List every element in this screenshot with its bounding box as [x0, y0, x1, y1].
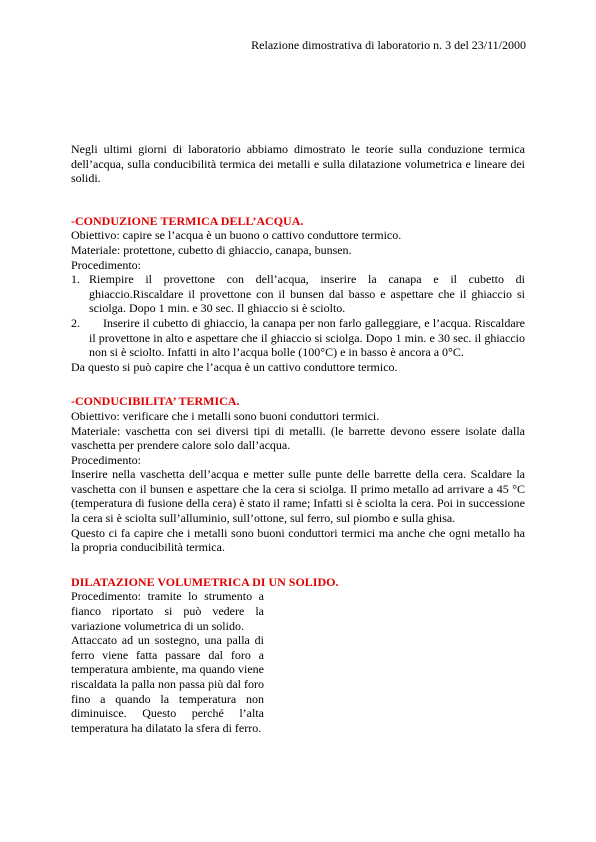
objective-text: Obiettivo: capire se l’acqua è un buono o cattivo conduttore termico.: [71, 228, 402, 243]
section-heading: -CONDUCIBILITA’ TERMICA.: [71, 394, 240, 409]
document-body: [71, 142, 525, 735]
list-item-text: Inserire il cubetto di ghiaccio, la canapa per non farlo galleggiare, e l’acqua. Riscaldare il provettone in alto e aspettare che il ghiaccio si sciolga. Dopo 1 min. e 30 sec. il ghiaccio non si è sciolto. Infatti in alto l’acqua bolle (100°C) e in basso è ancora a 0°C.: [89, 315, 525, 360]
section-dilatazione-volumetrica: [71, 575, 525, 736]
materials-text: Materiale: vaschetta con sei diversi tipi di metalli. (le barrette devono essere isolate dalla vaschetta per prendere calore solo dall’acqua.: [71, 423, 525, 453]
section-heading: -CONDUZIONE TERMICA DELL’ACQUA.: [71, 213, 304, 228]
list-item-number: 2.: [71, 315, 80, 330]
section-heading: DILATAZIONE VOLUMETRICA DI UN SOLIDO.: [71, 574, 339, 589]
objective-text: Obiettivo: verificare che i metalli sono buoni conduttori termici.: [71, 408, 380, 423]
page-header-title: Relazione dimostrativa di laboratorio n. 3 del 23/11/2000: [251, 38, 526, 52]
section-conducibilita-termica: [71, 394, 525, 555]
conclusion-text: Da questo si può capire che l’acqua è un cattivo conduttore termico.: [71, 359, 398, 374]
conclusion-text: Questo ci fa capire che i metalli sono buoni conduttori termici ma anche che ogni metallo ha la propria conducibilità termica.: [71, 525, 525, 555]
procedure-text: Inserire nella vaschetta dell’acqua e metter sulle punte delle barrette della cera. Scaldare la vaschetta con il bunsen e aspettare che la cera si sciolga. Il primo metallo ad arrivare a 45 °C (temperatura di fusione della cera) è stato il rame; Infatti si è sciolta la cera. Poi in successione la cera si è sciolta sull’alluminio, sull’ottone, sul ferro, sul piombo e sulla ghisa.: [71, 467, 525, 526]
list-item: [71, 316, 525, 360]
procedure-steps-list: [71, 272, 525, 360]
list-item-text: Riempire il provettone con dell’acqua, inserire la canapa e il cubetto di ghiaccio.Riscaldare il provettone con il bunsen dal basso e aspettare che il ghiaccio si sciolga. Dopo 1 min. e 30 sec. Il ghiaccio si è sciolto.: [89, 272, 525, 316]
list-item-number: 1.: [71, 272, 80, 287]
explanation-text: Attaccato ad un sostegno, una palla di ferro viene fatta passare dal foro a temperatura ambiente, ma quando viene riscaldata la palla non passa più dal foro fino a quando la temperatura non diminuisce. Questo perché l’alta temperatura ha dilatato la sfera di ferro.: [71, 633, 264, 735]
list-item: [71, 272, 525, 316]
procedure-label: Procedimento:: [71, 452, 141, 467]
materials-text: Materiale: protettone, cubetto di ghiaccio, canapa, bunsen.: [71, 242, 352, 257]
procedure-label: Procedimento:: [71, 257, 141, 272]
procedure-text: Procedimento: tramite lo strumento a fianco riportato si può vedere la variazione volumetrica di un solido.: [71, 589, 264, 633]
intro-paragraph: Negli ultimi giorni di laboratorio abbiamo dimostrato le teorie sulla conduzione termica dell’acqua, sulla conducibilità termica dei metalli e sulla dilatazione volumetrica e lineare dei solidi.: [71, 142, 525, 186]
section-conduzione-termica: [71, 214, 525, 375]
